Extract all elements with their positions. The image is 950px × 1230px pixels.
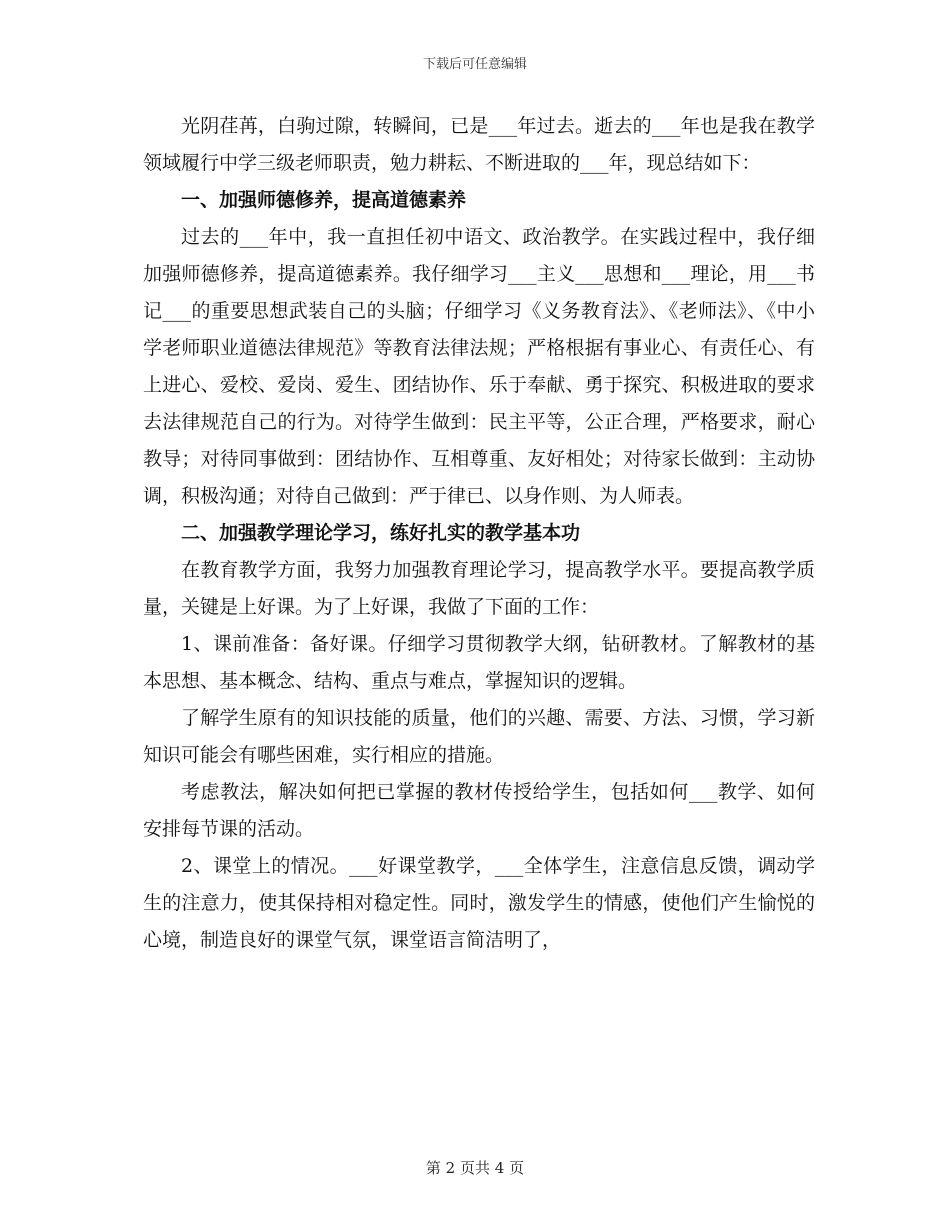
page-footer: 第 2 页共 4 页: [425, 1159, 525, 1177]
paragraph-students: 了解学生原有的知识技能的质量，他们的兴趣、需要、方法、习惯，学习新知识可能会有哪些困难，实行相应的措施。: [143, 707, 815, 766]
paragraph-classroom: 2、课堂上的情况。___好课堂教学，___全体学生，注意信息反馈，调动学生的注意力，使其保持相对稳定性。同时，激发学生的情感，使他们产生愉悦的心境，制造良好的课堂气氛，课堂语言简洁明了，: [143, 855, 815, 951]
paragraph-ethics: 过去的___年中，我一直担任初中语文、政治教学。在实践过程中，我仔细加强师德修养，提高道德素养。我仔细学习___主义___思想和___理论，用___书记___的重要思想武装自己的头脑；仔细学习《义务教育法》、《老师法》、《中小学老师职业道德法律规范》等教育法律法规；严格根据有事业心、有责任心、有上进心、爱校、爱岗、爱生、团结协作、乐于奉献、勇于探究、积极进取的要求去法律规范自己的行为。对待学生做到：民主平等，公正合理，严格要求，耐心教导；对待同事做到：团结协作、互相尊重、友好相处；对待家长做到：主动协调，积极沟通；对待自己做到：严于律已、以身作则、为人师表。: [143, 226, 815, 507]
section-heading-2: 二、加强教学理论学习，练好扎实的教学基本功: [181, 522, 581, 544]
document-body: [143, 108, 815, 959]
page-header: 下载后可任意编辑: [422, 57, 527, 72]
paragraph-teaching: 在教育教学方面，我努力加强教育理论学习，提高教学水平。要提高教学质量，关键是上好课。为了上好课，我做了下面的工作：: [143, 559, 815, 618]
section-heading-1: 一、加强师德修养，提高道德素养: [181, 189, 467, 211]
paragraph-methods: 考虑教法，解决如何把已掌握的教材传授给学生，包括如何___教学、如何安排每节课的活动。: [143, 781, 815, 840]
paragraph-intro: 光阴荏苒，白驹过隙，转瞬间，已是___年过去。逝去的___年也是我在教学领域履行中学三级老师职责，勉力耕耘、不断进取的___年，现总结如下：: [143, 115, 815, 174]
paragraph-prep: 1、课前准备：备好课。仔细学习贯彻教学大纲，钻研教材。了解教材的基本思想、基本概念、结构、重点与难点，掌握知识的逻辑。: [143, 633, 815, 692]
